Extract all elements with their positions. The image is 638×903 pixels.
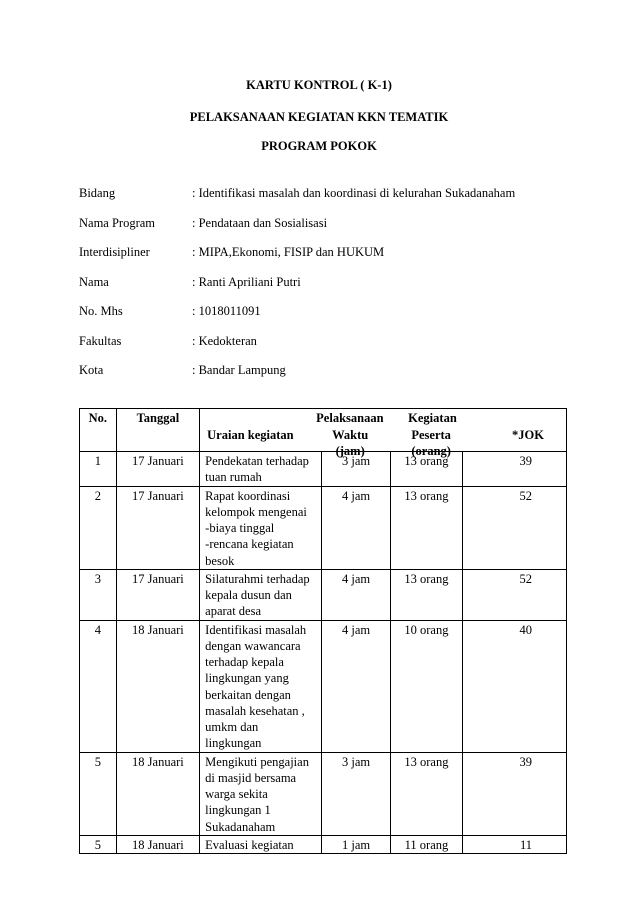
header-uraian: Uraian kegiatan xyxy=(207,428,294,442)
header-peserta xyxy=(401,427,461,460)
uraian-line: tuan rumah xyxy=(205,470,262,485)
cell-waktu: 4 jam xyxy=(321,569,391,620)
table-row xyxy=(80,835,567,853)
cell-tanggal: 18 Januari xyxy=(116,752,200,835)
cell-peserta: 13 orang xyxy=(391,752,462,835)
header-pelaksanaan: Pelaksanaan xyxy=(316,411,384,425)
cell-uraian xyxy=(200,835,322,853)
table-header-row xyxy=(80,409,567,452)
title-kartu-kontrol: KARTU KONTROL ( K-1) xyxy=(246,78,392,92)
info-label: Bidang xyxy=(79,186,116,200)
cell-jok: 52 xyxy=(462,486,566,569)
uraian-line: Silaturahmi terhadap xyxy=(205,571,310,586)
cell-tanggal: 18 Januari xyxy=(116,835,200,853)
cell-waktu: 1 jam xyxy=(321,835,391,853)
info-value: : Bandar Lampung xyxy=(192,363,286,377)
cell-waktu: 4 jam xyxy=(321,486,391,569)
header-tanggal: Tanggal xyxy=(116,409,200,452)
uraian-line: Pendekatan terhadap xyxy=(205,454,309,468)
uraian-line: warga sekita xyxy=(205,787,268,801)
cell-waktu: 3 jam xyxy=(321,452,391,487)
cell-waktu: 4 jam xyxy=(321,620,391,752)
header-waktu-l1: Waktu xyxy=(332,428,369,442)
info-value: : Identifikasi masalah dan koordinasi di kelurahan Sukadanaham xyxy=(192,186,516,200)
table-row xyxy=(80,620,567,752)
table-row xyxy=(80,752,567,835)
table-row xyxy=(80,486,567,569)
cell-peserta: 13 orang xyxy=(391,486,462,569)
table-row xyxy=(80,569,567,620)
header-peserta-l1: Peserta xyxy=(411,428,451,442)
info-row-fakultas xyxy=(79,334,599,364)
uraian-line: umkm dan xyxy=(205,720,259,734)
info-label: Interdisipliner xyxy=(79,245,150,259)
info-label: Nama xyxy=(79,274,109,289)
uraian-line: masalah kesehatan , xyxy=(205,703,305,718)
info-row-no-mhs xyxy=(79,304,599,334)
header-waktu xyxy=(325,427,375,460)
uraian-line: berkaitan dengan xyxy=(205,687,291,702)
table-body xyxy=(80,452,567,854)
cell-peserta: 13 orang xyxy=(391,569,462,620)
cell-peserta: 11 orang xyxy=(391,835,462,853)
info-label: Nama Program xyxy=(79,215,156,230)
info-label: Fakultas xyxy=(79,333,122,348)
cell-peserta: 10 orang xyxy=(391,620,462,752)
uraian-line: -rencana kegiatan xyxy=(205,537,294,552)
info-row-bidang xyxy=(79,186,599,216)
cell-jok: 11 xyxy=(462,835,566,853)
cell-tanggal: 17 Januari xyxy=(116,569,200,620)
uraian-line: terhadap kepala xyxy=(205,655,284,669)
cell-peserta: 13 orang xyxy=(391,452,462,487)
cell-jok: 40 xyxy=(462,620,566,752)
cell-uraian xyxy=(200,486,322,569)
header-peserta-l2: (orang) xyxy=(411,444,451,459)
cell-no: 5 xyxy=(80,752,117,835)
info-row-nama-program xyxy=(79,216,599,246)
uraian-line: Evaluasi kegiatan xyxy=(205,837,294,852)
uraian-line: di masjid bersama xyxy=(205,770,297,785)
info-row-nama xyxy=(79,275,599,305)
cell-no: 2 xyxy=(80,486,117,569)
cell-no: 3 xyxy=(80,569,117,620)
info-row-kota xyxy=(79,363,599,393)
info-value: : 1018011091 xyxy=(192,304,261,318)
cell-waktu: 3 jam xyxy=(321,752,391,835)
uraian-line: lingkungan yang xyxy=(205,671,289,686)
cell-uraian xyxy=(200,752,322,835)
uraian-line: Identifikasi masalah xyxy=(205,622,307,637)
info-label: No. Mhs xyxy=(79,304,123,318)
uraian-line: kepala dusun dan xyxy=(205,588,292,602)
header-group xyxy=(200,409,567,459)
cell-jok: 39 xyxy=(462,752,566,835)
cell-uraian xyxy=(200,452,322,487)
table-row xyxy=(80,452,567,487)
title-program-pokok: PROGRAM POKOK xyxy=(261,139,377,153)
uraian-line: Sukadanaham xyxy=(205,819,276,834)
title-pelaksanaan: PELAKSANAAN KEGIATAN KKN TEMATIK xyxy=(189,110,449,124)
uraian-line: Mengikuti pengajian xyxy=(205,754,309,769)
cell-uraian xyxy=(200,620,322,752)
info-section xyxy=(79,186,599,393)
info-row-interdisipliner xyxy=(79,245,599,275)
info-label: Kota xyxy=(79,363,104,377)
header-no: No. xyxy=(80,409,117,452)
cell-no: 1 xyxy=(80,452,117,487)
uraian-line: aparat desa xyxy=(205,604,262,619)
uraian-line: besok xyxy=(205,553,235,568)
cell-jok: 52 xyxy=(462,569,566,620)
cell-tanggal: 18 Januari xyxy=(116,620,200,752)
header-kegiatan: Kegiatan xyxy=(408,411,457,425)
header-jok: *JOK xyxy=(512,428,544,442)
uraian-line: lingkungan 1 xyxy=(205,803,271,818)
info-value: : MIPA,Ekonomi, FISIP dan HUKUM xyxy=(192,245,385,259)
cell-jok: 39 xyxy=(462,452,566,487)
header-waktu-l2: (jam) xyxy=(335,444,365,459)
uraian-line: dengan wawancara xyxy=(205,638,301,653)
uraian-line: Rapat koordinasi xyxy=(205,488,291,503)
cell-tanggal: 17 Januari xyxy=(116,452,200,487)
uraian-line: -biaya tinggal xyxy=(205,521,275,535)
cell-no: 4 xyxy=(80,620,117,752)
uraian-line: kelompok mengenai xyxy=(205,504,307,519)
cell-no: 5 xyxy=(80,835,117,853)
activity-table xyxy=(79,408,567,854)
info-value: : Ranti Apriliani Putri xyxy=(192,274,301,289)
uraian-line: lingkungan xyxy=(205,736,262,751)
cell-tanggal: 17 Januari xyxy=(116,486,200,569)
info-value: : Kedokteran xyxy=(192,333,257,348)
info-value: : Pendataan dan Sosialisasi xyxy=(192,215,328,230)
cell-uraian xyxy=(200,569,322,620)
